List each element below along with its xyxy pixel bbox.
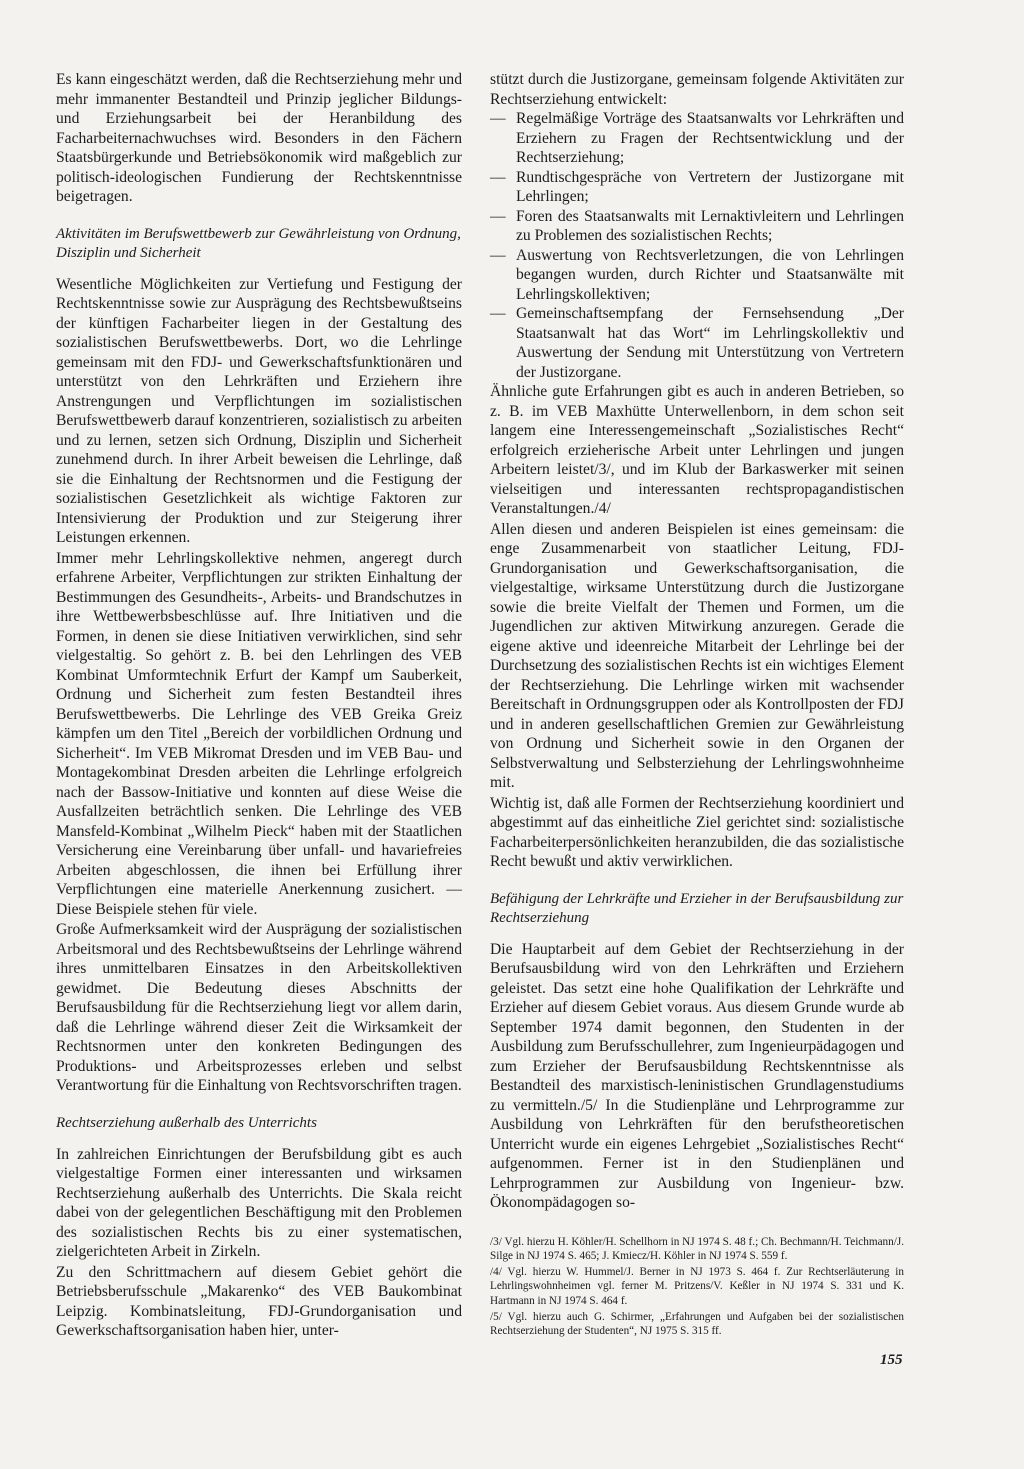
paragraph: Immer mehr Lehrlingskollektive nehmen, angeregt durch erfahrene Arbeiter, Verpflichtungen zur strikten Einhaltung der Bestimmungen des Gesundheits-, Arbeits- und Brandschutzes in ihre Wettbewerbsbeschlüsse auf. Ihre Initiativen und die Formen, in denen sie diese Initiativen verwirklichen, sind sehr vielgestaltig. So gehört z. B. bei den Lehrlingen des VEB Kombinat Umformtechnik Erfurt der Kampf um Sauberkeit, Ordnung und Sicherheit zum festen Bestandteil ihres Berufswettbewerbs. Die Lehrlinge des VEB Greika Greiz kämpfen um den Titel „Bereich der vorbildlichen Ordnung und Sicherheit“. Im VEB Mikromat Dresden und im VEB Bau- und Montagekombinat Dresden arbeiten die Lehrlinge erfolgreich nach der Bassow-Initiative und konnten auf diese Weise die Ausfallzeiten beträchtlich senken. Die Lehrlinge des VEB Mansfeld-Kombinat „Wilhelm Pieck“ haben mit der Staatlichen Versicherung eine Vereinbarung über unfall- und havariefreies Arbeiten abgeschlossen, die ihnen bei Erfüllung ihrer Verpflichtungen eine materielle Anerkennung zusichert. — Diese Beispiele stehen für viele.: [56, 549, 462, 918]
section-heading: Befähigung der Lehrkräfte und Erzieher in der Berufsausbildung zur Rechtserziehung: [490, 890, 904, 926]
footnote: /3/ Vgl. hierzu H. Köhler/H. Schellhorn in NJ 1974 S. 48 f.; Ch. Bechmann/H. Teichmann/J. Silge in NJ 1974 S. 465; J. Kmiecz/H. Köhler in NJ 1974 S. 559 f.: [490, 1235, 904, 1262]
left-column: [56, 70, 462, 1341]
list-item: — Foren des Staatsanwalts mit Lernaktivleitern und Lehrlingen zu Problemen des sozialistischen Rechts;: [490, 207, 904, 246]
footnote: /4/ Vgl. hierzu W. Hummel/J. Berner in NJ 1973 S. 464 f. Zur Rechtserläuterung in Lehrlingswohnheimen vgl. ferner M. Pritzens/V. Keßler in NJ 1974 S. 331 und K. Hartmann in NJ 1974 S. 464 f.: [490, 1266, 904, 1307]
paragraph: stützt durch die Justizorgane, gemeinsam folgende Aktivitäten zur Rechtserziehung entwickelt:: [490, 71, 904, 108]
paragraph: Allen diesen und anderen Beispielen ist eines gemeinsam: die enge Zusammenarbeit von staatlicher Leitung, FDJ-Grundorganisation und Gewerkschaftsorganisation, die vielgestaltige, wirksame Unterstützung durch die Justizorgane sowie die breite Vielfalt der Themen und Formen, um die Jugendlichen zur aktiven Mitwirkung anzuregen. Gerade die eigene aktive und ideenreiche Mitarbeit der Lehrlinge bei der Durchsetzung des sozialistischen Rechts ist ein wichtiges Element der Rechtserziehung. Die Lehrlinge wirken mit wachsender Bereitschaft in Ordnungsgruppen oder als Kontrollposten der FDJ und in anderen gesellschaftlichen Gremien zur Gewährleistung von Ordnung und Sicherheit sowie in den Organen der Selbstverwaltung und Selbsterziehung der Lehrlingswohnheime mit.: [490, 520, 904, 791]
paragraph: Wichtig ist, daß alle Formen der Rechtserziehung koordiniert und abgestimmt auf das einheitliche Ziel gerichtet sind: sozialistische Facharbeiterpersönlichkeiten heranzubilden, die das sozialistische Recht bewußt und aktiv verwirklichen.: [490, 794, 904, 870]
paragraph: Große Aufmerksamkeit wird der Ausprägung der sozialistischen Arbeitsmoral und des Rechtsbewußtseins der Lehrlinge während ihres unmittelbaren Einsatzes in den Arbeitskollektiven gewidmet. Die Bedeutung dieses Abschnitts der Berufsausbildung für die Rechtserziehung liegt vor allem darin, daß die Lehrlinge während dieser Zeit die Wirksamkeit der Rechtsnormen unter den konkreten Bedingungen des Produktions- und Arbeitsprozesses erleben und selbst Verantwortung für die Einhaltung von Rechtsvorschriften tragen.: [56, 921, 462, 1094]
paragraph: Ähnliche gute Erfahrungen gibt es auch in anderen Betrieben, so z. B. im VEB Maxhütte Unterwellenborn, in dem schon seit langem eine Interessengemeinschaft „Sozialistisches Recht“ erfolgreich erzieherische Arbeit unter Lehrlingen und jungen Arbeitern leistet/3/, und im Klub der Barkaswerker mit seinen vielseitigen und interessanten rechtspropagandistischen Veranstaltungen./4/: [490, 383, 904, 517]
paragraph: In zahlreichen Einrichtungen der Berufsbildung gibt es auch vielgestaltige Formen einer interessanten und wirksamen Rechtserziehung außerhalb des Unterrichts. Die Skala reicht dabei von der gelegentlichen Beschäftigung mit den Problemen des sozialistischen Rechts bis zu einer systematischen, zielgerichteten Arbeit in Zirkeln.: [56, 1145, 462, 1260]
list-item: — Gemeinschaftsempfang der Fernsehsendung „Der Staatsanwalt hat das Wort“ im Lehrlingskollektiv und Auswertung der Sendung mit Unterstützung von Vertretern der Justizorgane.: [490, 304, 904, 382]
section-heading: Rechtserziehung außerhalb des Unterrichts: [56, 1114, 317, 1131]
paragraph: Es kann eingeschätzt werden, daß die Rechtserziehung mehr und mehr immanenter Bestandteil und Prinzip jeglicher Bildungs- und Erziehungsarbeit bei der Heranbildung des Facharbeiternachwuchses wird. Besonders in den Fächern Staatsbürgerkunde und Betriebsökonomik wird maßgeblich zur politisch-ideologischen Fundierung der Rechtskenntnisse beigetragen.: [56, 71, 462, 205]
section-heading: Aktivitäten im Berufswettbewerb zur Gewährleistung von Ordnung, Disziplin und Sicherheit: [56, 225, 461, 261]
paragraph: Wesentliche Möglichkeiten zur Vertiefung und Festigung der Rechtskenntnisse sowie zur Ausprägung des Rechtsbewußtseins der künftigen Facharbeiter liegen in der Gestaltung des sozialistischen Berufswettbewerbs. Dort, wo die Lehrlinge gemeinsam mit den FDJ- und Gewerkschaftsfunktionären und unterstützt von den Lehrkräften und Erziehern ihre Anstrengungen und Verpflichtungen im sozialistischen Berufswettbewerb darauf konzentrieren, sozialistisch zu arbeiten und zu lernen, setzen sich Ordnung, Disziplin und Sicherheit zunehmend durch. In ihrer Arbeit beweisen die Lehrlinge, daß sie die Einhaltung der Rechtsnormen und die Festigung der sozialistischen Gesetzlichkeit als wichtige Faktoren zur Intensivierung der Produktion und zur Steigerung ihrer Leistungen erkennen.: [56, 275, 462, 546]
paragraph: Die Hauptarbeit auf dem Gebiet der Rechtserziehung in der Berufsausbildung wird von den Lehrkräften und Erziehern geleistet. Das setzt eine hohe Qualifikation der Lehrkräfte und Erzieher auf diesem Gebiet voraus. Aus diesem Grunde wurde ab September 1974 damit begonnen, den Studenten in der Ausbildung zum Berufsschullehrer, zum Ingenieurpädagogen und zum Erzieher der Berufsausbildung Rechtskenntnisse als Bestandteil des marxistisch-leninistischen Grundlagenstudiums zu vermitteln./5/ In die Studienpläne und Lehrprogramme zur Ausbildung von Lehrkräften für den berufstheoretischen Unterricht wurde ein eigenes Lehrgebiet „Sozialistisches Recht“ aufgenommen. Ferner ist in den Studienplänen und Lehrprogrammen zur Ausbildung von Ingenieur- bzw. Ökonompädagogen so-: [490, 940, 904, 1211]
right-column: [490, 70, 904, 1339]
list-item: — Regelmäßige Vorträge des Staatsanwalts vor Lehrkräften und Erziehern zu Fragen der Rechtsentwicklung und der Rechtserziehung;: [490, 109, 904, 168]
list-item: — Rundtischgespräche von Vertretern der Justizorgane mit Lehrlingen;: [490, 168, 904, 207]
paragraph: Zu den Schrittmachern auf diesem Gebiet gehört die Betriebsberufsschule „Makarenko“ des VEB Baukombinat Leipzig. Kombinatsleitung, FDJ-Grundorganisation und Gewerkschaftsorganisation haben hier, unter-: [56, 1263, 462, 1339]
page-number: 155: [880, 1352, 903, 1368]
activity-list: [490, 109, 904, 382]
footnotes: [490, 1235, 904, 1339]
footnote: /5/ Vgl. hierzu auch G. Schirmer, „Erfahrungen und Aufgaben bei der sozialistischen Rechtserziehung der Studenten“, NJ 1975 S. 315 ff.: [490, 1310, 904, 1338]
list-item: — Auswertung von Rechtsverletzungen, die von Lehrlingen begangen wurden, durch Richter und Staatsanwälte mit Lehrlingskollektiven;: [490, 246, 904, 305]
